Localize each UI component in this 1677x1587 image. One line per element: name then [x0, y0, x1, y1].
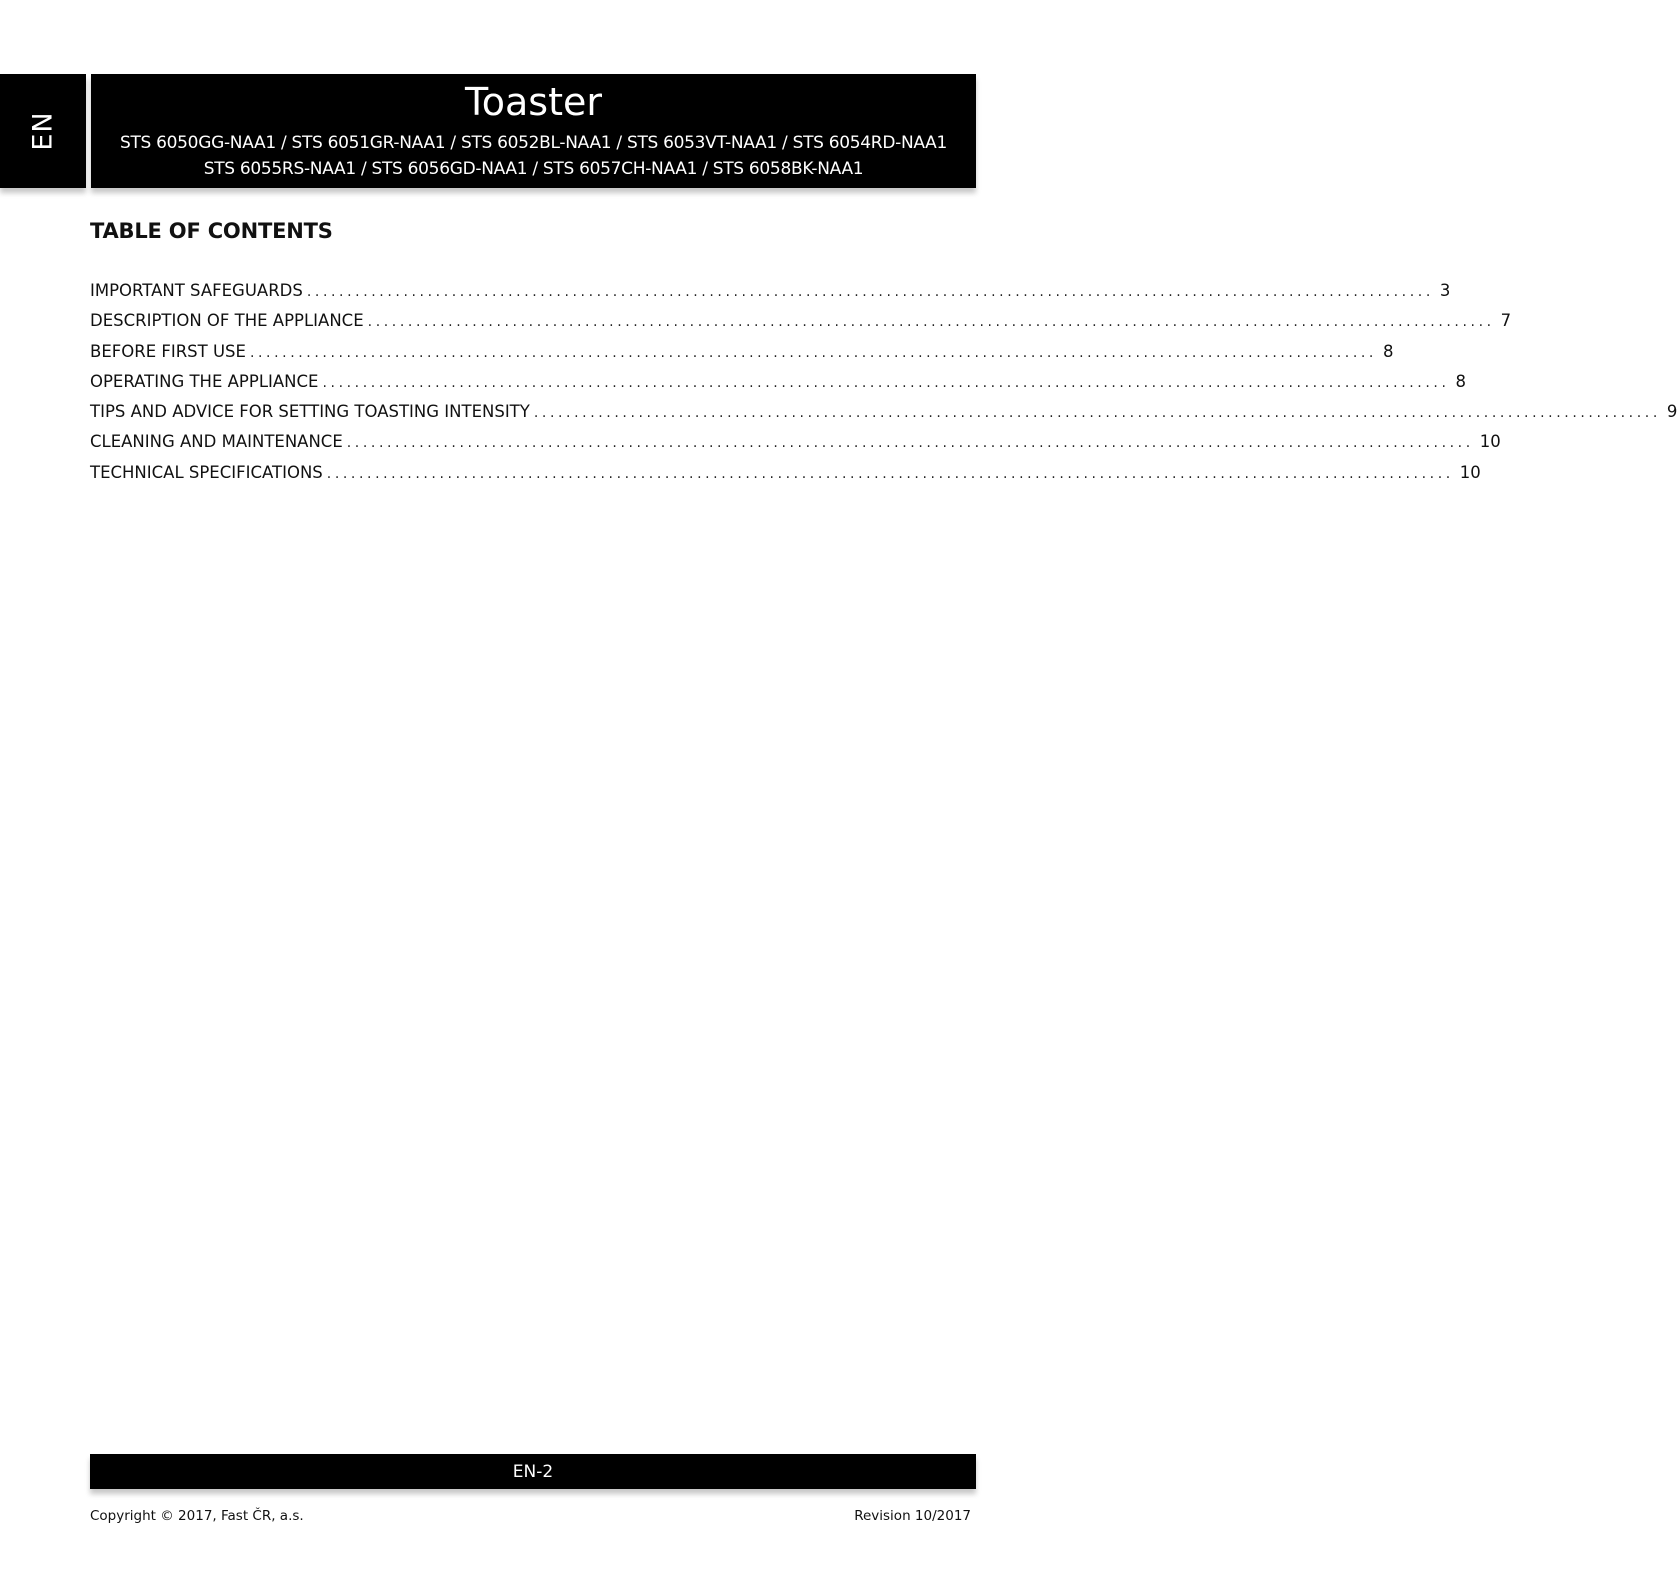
toc-entry-label: IMPORTANT SAFEGUARDS — [90, 281, 303, 300]
revision-label: Revision 10/2017 — [854, 1508, 971, 1524]
toc-entry-label: TIPS AND ADVICE FOR SETTING TOASTING INTENSITY — [90, 402, 530, 422]
toc-dot-leader: ............................................................................................................................................ — [346, 435, 1474, 452]
document-title: Toaster — [465, 80, 602, 124]
toc-entry[interactable] — [90, 402, 1677, 432]
toc-dot-leader: ............................................................................................................................................ — [322, 374, 1450, 391]
page-number: EN-2 — [512, 1462, 554, 1482]
toc-dot-leader: ............................................................................................................................................ — [533, 405, 1661, 422]
toc-entry[interactable] — [90, 311, 1512, 341]
toc-entry[interactable] — [90, 371, 1466, 402]
copyright-notice: Copyright © 2017, Fast ČR, a.s. — [90, 1508, 304, 1524]
language-tab-label: EN — [27, 111, 59, 151]
toc-dot-leader: ............................................................................................................................................ — [249, 344, 1377, 361]
toc-entry-page: 8 — [1455, 371, 1466, 391]
document-header — [91, 74, 976, 188]
toc-entry-page: 9 — [1666, 402, 1677, 422]
toc-entry-page: 10 — [1459, 462, 1481, 482]
toc-dot-leader: ............................................................................................................................................ — [367, 314, 1495, 331]
toc-heading: TABLE OF CONTENTS — [90, 219, 333, 243]
toc-entry[interactable] — [90, 341, 1394, 372]
toc-entry[interactable] — [90, 432, 1501, 462]
toc-dot-leader: ............................................................................................................................................ — [306, 284, 1434, 300]
toc-entry[interactable] — [90, 462, 1481, 493]
toc-entry[interactable] — [90, 281, 1451, 311]
toc-dot-leader: ............................................................................................................................................ — [326, 465, 1454, 482]
toc-entry-page: 3 — [1439, 281, 1451, 300]
model-list — [91, 130, 976, 182]
toc-entry-page: 7 — [1500, 311, 1512, 331]
model-list-line-2: STS 6055RS-NAA1 / STS 6056GD-NAA1 / STS 6057CH-NAA1 / STS 6058BK-NAA1 — [203, 159, 864, 179]
toc-entry-page: 8 — [1382, 341, 1394, 361]
toc-entry-page: 10 — [1479, 432, 1501, 452]
model-list-line-1: STS 6050GG-NAA1 / STS 6051GR-NAA1 / STS 6052BL-NAA1 / STS 6053VT-NAA1 / STS 6054RD-NAA1 — [119, 133, 948, 153]
page-number-bar — [90, 1454, 976, 1489]
language-tab — [0, 74, 86, 188]
toc-entry-label: BEFORE FIRST USE — [90, 341, 246, 361]
toc-entry-label: OPERATING THE APPLIANCE — [90, 371, 319, 391]
toc-entry-label: CLEANING AND MAINTENANCE — [90, 432, 343, 452]
toc-entry-label: TECHNICAL SPECIFICATIONS — [90, 462, 323, 482]
table-of-contents — [90, 281, 1677, 493]
toc-entry-label: DESCRIPTION OF THE APPLIANCE — [90, 311, 364, 331]
